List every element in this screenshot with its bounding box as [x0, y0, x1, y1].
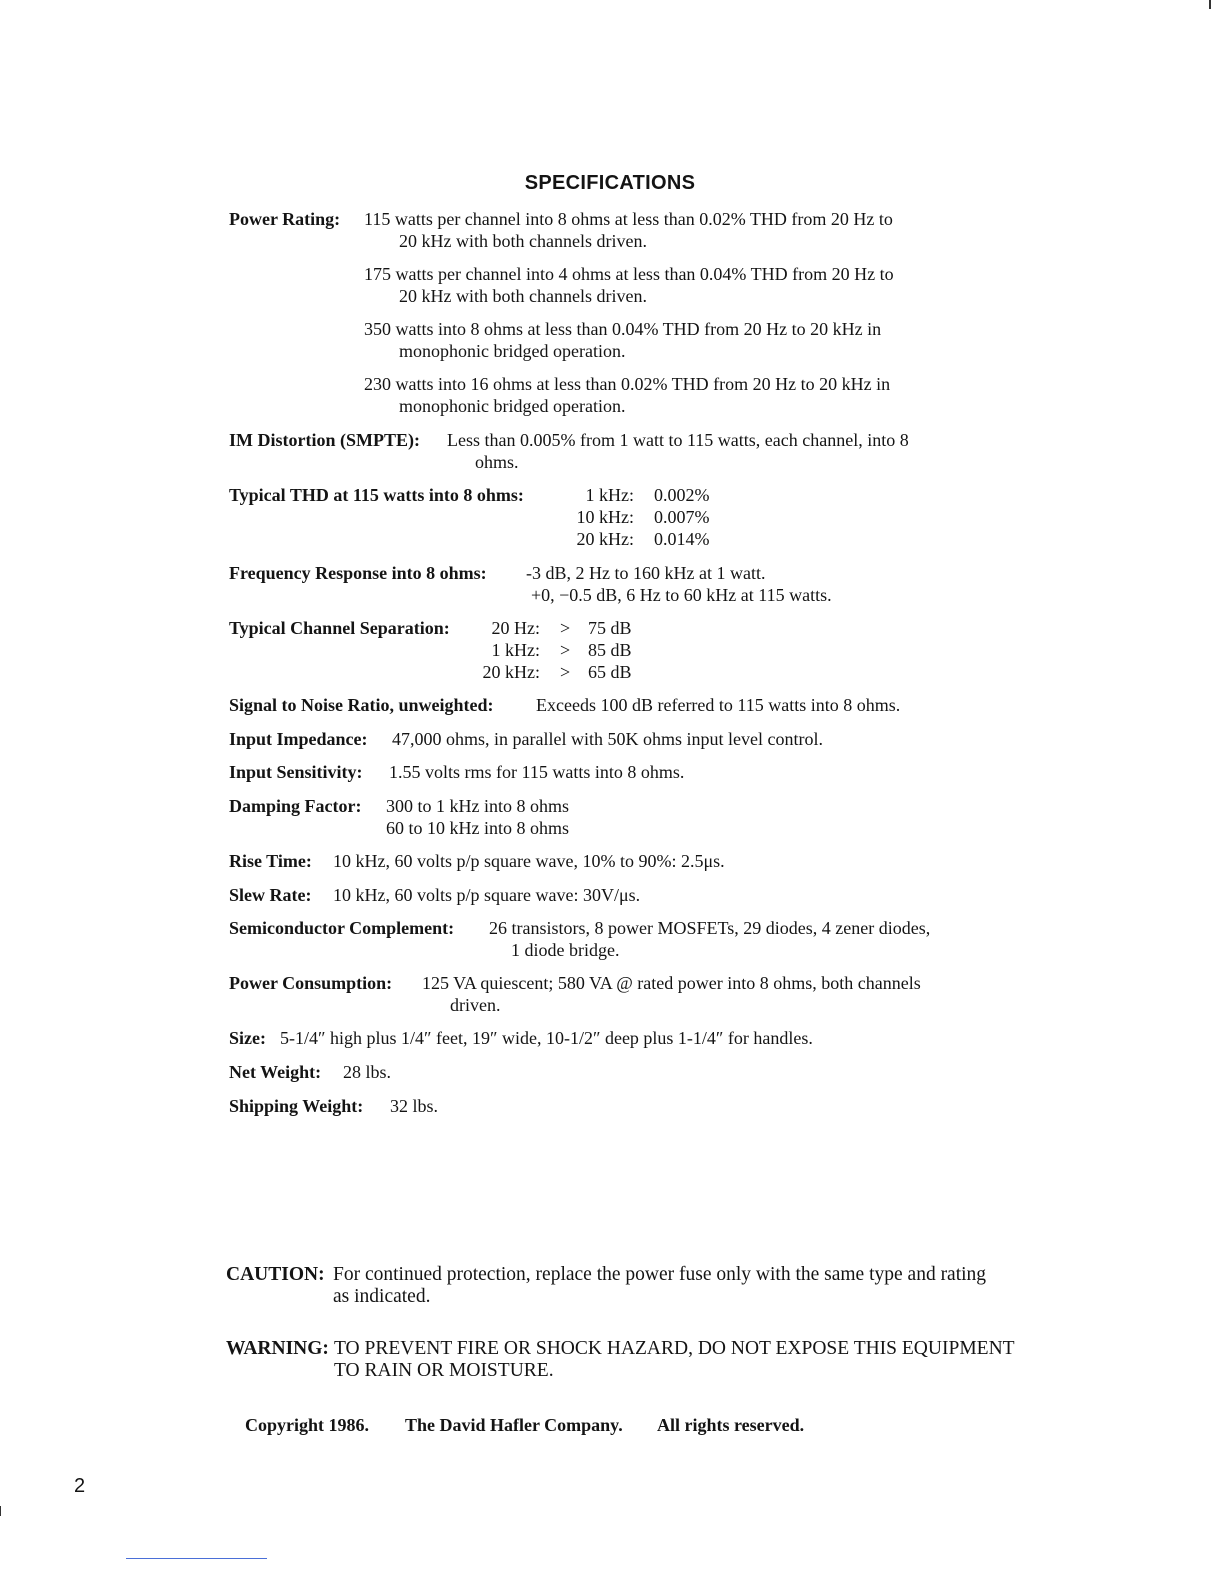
spec-label: Signal to Noise Ratio, unweighted: [229, 695, 494, 715]
spec-label: IM Distortion (SMPTE): [229, 430, 420, 450]
separation-frequency: 1 kHz: [491, 640, 540, 660]
spec-label: Frequency Response into 8 ohms: [229, 563, 487, 583]
separation-value: 65 dB [588, 662, 632, 682]
thd-value: 0.002% [654, 485, 710, 505]
caution-text: For continued protection, replace the power fuse only with the same type and rating [333, 1264, 987, 1285]
spec-label: Typical Channel Separation: [229, 618, 450, 638]
page-number: 2 [74, 1475, 86, 1497]
greater-than-symbol: > [560, 640, 571, 660]
spec-label: Input Impedance: [229, 729, 368, 749]
spec-value: +0, −0.5 dB, 6 Hz to 60 kHz at 115 watts. [531, 585, 832, 605]
thd-frequency: 20 kHz: [576, 529, 634, 549]
spec-value: 1 diode bridge. [511, 940, 620, 960]
spec-value: 32 lbs. [390, 1096, 439, 1116]
greater-than-symbol: > [560, 618, 571, 638]
spec-value: 20 kHz with both channels driven. [399, 231, 647, 251]
scan-edge-line [126, 1558, 267, 1559]
spec-value: 1.55 volts rms for 115 watts into 8 ohms. [389, 762, 685, 782]
thd-frequency: 10 kHz: [576, 507, 634, 527]
separation-value: 75 dB [588, 618, 632, 638]
spec-label: Slew Rate: [229, 885, 312, 905]
spec-label: Input Sensitivity: [229, 762, 363, 782]
spec-value: 26 transistors, 8 power MOSFETs, 29 diodes, 4 zener diodes, [489, 918, 931, 938]
spec-value: -3 dB, 2 Hz to 160 kHz at 1 watt. [526, 563, 766, 583]
spec-value: monophonic bridged operation. [399, 341, 626, 361]
spec-label: Shipping Weight: [229, 1096, 364, 1116]
spec-value: monophonic bridged operation. [399, 396, 626, 416]
spec-label: Typical THD at 115 watts into 8 ohms: [229, 485, 524, 505]
spec-label: Net Weight: [229, 1062, 322, 1082]
scan-edge-mark [1209, 0, 1211, 9]
copyright-year: Copyright 1986. [245, 1415, 370, 1435]
spec-value: 28 lbs. [343, 1062, 392, 1082]
thd-value: 0.007% [654, 507, 710, 527]
spec-value: 125 VA quiescent; 580 VA @ rated power into 8 ohms, both channels [422, 973, 921, 993]
spec-value: driven. [450, 995, 501, 1015]
warning-label: WARNING: [226, 1338, 329, 1359]
copyright-rights: All rights reserved. [657, 1415, 805, 1435]
spec-value: Less than 0.005% from 1 watt to 115 watts, each channel, into 8 [447, 430, 909, 450]
spec-value: Exceeds 100 dB referred to 115 watts into 8 ohms. [536, 695, 901, 715]
warning-text: TO PREVENT FIRE OR SHOCK HAZARD, DO NOT EXPOSE THIS EQUIPMENT [334, 1338, 1015, 1359]
spec-label: Damping Factor: [229, 796, 362, 816]
scan-edge-mark [0, 1506, 1, 1516]
spec-value: 350 watts into 8 ohms at less than 0.04% THD from 20 Hz to 20 kHz in [364, 319, 882, 339]
separation-value: 85 dB [588, 640, 632, 660]
spec-value: 5-1/4″ high plus 1/4″ feet, 19″ wide, 10-1/2″ deep plus 1-1/4″ for handles. [280, 1028, 813, 1048]
thd-value: 0.014% [654, 529, 710, 549]
spec-value: 175 watts per channel into 4 ohms at less than 0.04% THD from 20 Hz to [364, 264, 894, 284]
spec-value: 300 to 1 kHz into 8 ohms [386, 796, 569, 816]
spec-value: 47,000 ohms, in parallel with 50K ohms input level control. [392, 729, 823, 749]
greater-than-symbol: > [560, 662, 571, 682]
copyright-company: The David Hafler Company. [405, 1415, 623, 1435]
spec-value: 230 watts into 16 ohms at less than 0.02% THD from 20 Hz to 20 kHz in [364, 374, 891, 394]
separation-frequency: 20 Hz: [491, 618, 540, 638]
separation-frequency: 20 kHz: [482, 662, 540, 682]
spec-value: 115 watts per channel into 8 ohms at less than 0.02% THD from 20 Hz to [364, 209, 893, 229]
spec-value: ohms. [475, 452, 519, 472]
spec-value: 60 to 10 kHz into 8 ohms [386, 818, 569, 838]
spec-label: Rise Time: [229, 851, 312, 871]
spec-label: Power Rating: [229, 209, 341, 229]
spec-label: Size: [229, 1028, 266, 1048]
spec-value: 20 kHz with both channels driven. [399, 286, 647, 306]
thd-frequency: 1 kHz: [585, 485, 634, 505]
page-title: SPECIFICATIONS [524, 172, 696, 194]
spec-label: Semiconductor Complement: [229, 918, 455, 938]
spec-value: 10 kHz, 60 volts p/p square wave: 30V/μs. [333, 885, 641, 905]
caution-label: CAUTION: [226, 1264, 325, 1285]
spec-label: Power Consumption: [229, 973, 393, 993]
spec-value: 10 kHz, 60 volts p/p square wave, 10% to 90%: 2.5μs. [333, 851, 725, 871]
warning-text: TO RAIN OR MOISTURE. [334, 1360, 554, 1381]
caution-text: as indicated. [333, 1286, 431, 1307]
